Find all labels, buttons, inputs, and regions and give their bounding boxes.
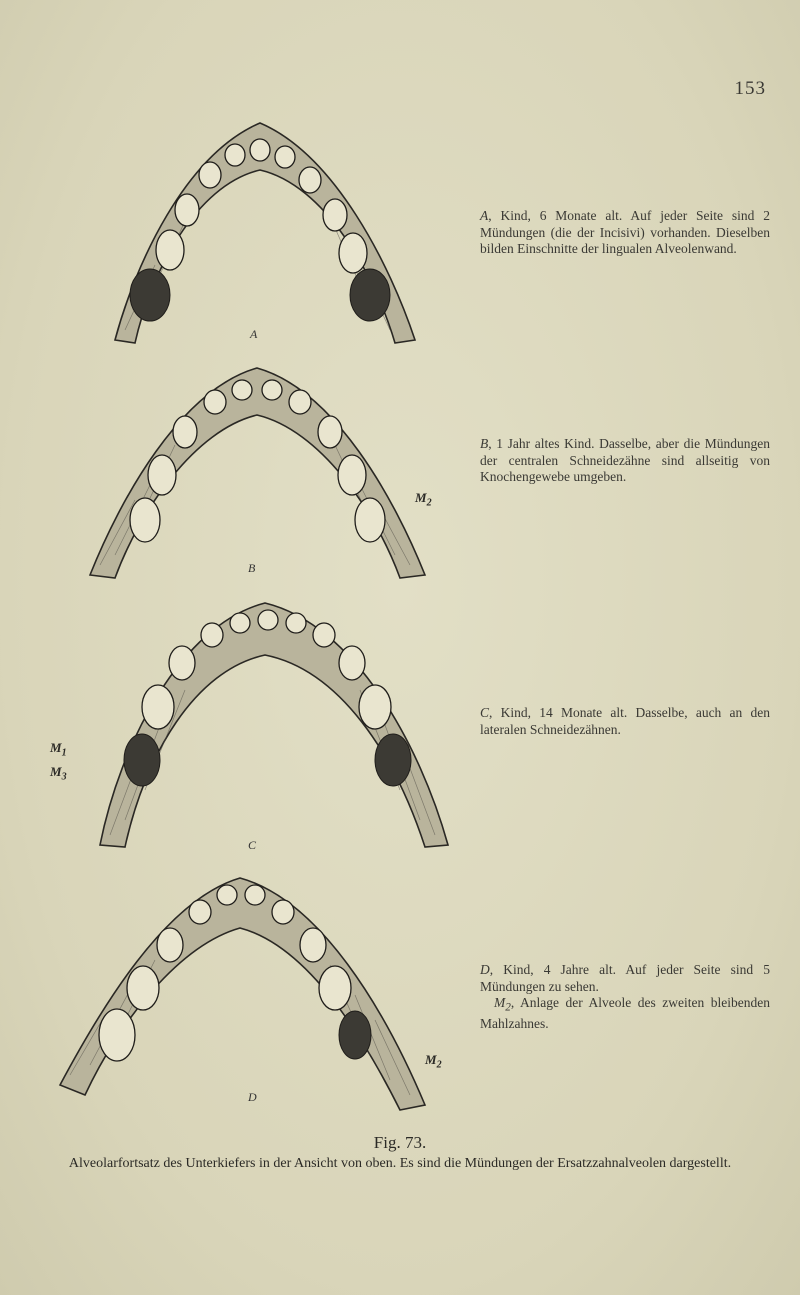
caption-b-lead: B — [480, 436, 489, 451]
caption-d-note-text: , Anlage der Alveole des zweiten bleibenden Mahlzahnes. — [480, 995, 770, 1032]
panel-letter-a: A — [250, 327, 258, 341]
caption-b-text: , 1 Jahr altes Kind. Dasselbe, aber die Mündungen der centralen Schneidezähne sind allseitig von Knochengewebe umgeben. — [480, 436, 770, 484]
caption-c-lead: C — [480, 705, 490, 720]
caption-d-note-sub: 2 — [505, 1001, 511, 1014]
caption-b — [480, 436, 770, 486]
panel-letter-d: D — [248, 1090, 257, 1104]
caption-d-text: , Kind, 4 Jahre alt. Auf jeder Seite sind 5 Mündungen zu sehen. — [480, 962, 770, 994]
jaw-illustration-a — [95, 115, 425, 350]
figure-caption: Alveolarfortsatz des Unterkiefers in der Ansicht von oben. Es sind die Mündungen der Ersatzzahnalveolen dargestellt. — [68, 1156, 732, 1171]
caption-c — [480, 705, 770, 738]
jaw-illustration-d — [55, 870, 435, 1120]
panel-letter-c: C — [248, 838, 257, 852]
caption-d-note-lead: M — [494, 995, 506, 1010]
label-m1-c: $M_1$ — [50, 740, 67, 759]
label-m2-b: $M_2$ — [415, 490, 432, 509]
caption-a-text: , Kind, 6 Monate alt. Auf jeder Seite sind 2 Mündungen (die der Incisivi) vorhanden. Dieselben bilden Einschnitte der lingualen Alveolenwand. — [480, 208, 770, 256]
jaw-illustration-c — [90, 595, 455, 855]
page-number: 153 — [734, 78, 766, 99]
panel-letter-b: B — [248, 561, 256, 575]
caption-a — [480, 208, 770, 258]
caption-d — [480, 962, 770, 1033]
caption-a-lead: A — [480, 208, 489, 223]
figure-title: Fig. 73. — [373, 1133, 427, 1152]
caption-c-text: , Kind, 14 Monate alt. Dasselbe, auch an den lateralen Schneidezähnen. — [480, 705, 770, 737]
jaw-illustration-b — [80, 360, 435, 585]
label-m3-c: $M_3$ — [50, 764, 67, 783]
caption-d-lead: D — [480, 962, 490, 977]
label-m2-d: $M_2$ — [425, 1052, 442, 1071]
